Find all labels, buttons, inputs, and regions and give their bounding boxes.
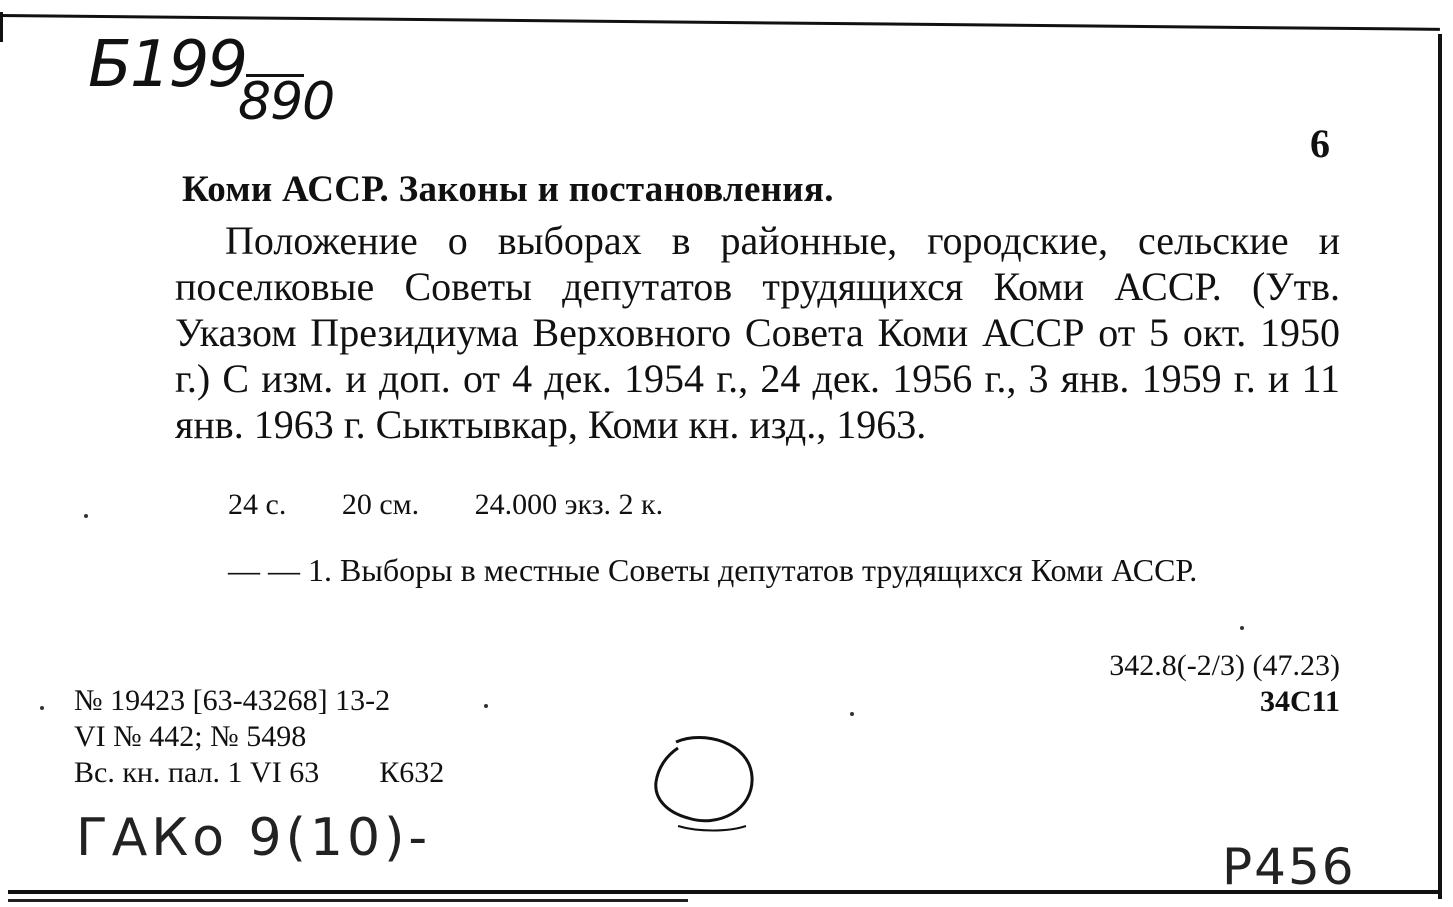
author-mark: 34С11: [1259, 685, 1340, 718]
card-border-right: [1438, 34, 1442, 899]
handwritten-archive-code: ГАКо 9(10)-: [76, 808, 432, 868]
classification-code: 342.8(-2/3) (47.23): [1109, 649, 1340, 682]
ink-speck: [484, 704, 488, 708]
collation-pages: 24 с.: [228, 488, 287, 521]
oval-stamp-mark: [648, 732, 754, 832]
registry-line-1: № 19423 [63-43268] 13-2: [74, 684, 391, 717]
registry-line-3: [74, 755, 444, 791]
card-border-bottom-shadow: [8, 899, 688, 902]
collation-edition: 24.000 экз. 2 к.: [474, 488, 664, 521]
registry-order: К632: [379, 756, 445, 789]
tracing-text: — — 1. Выборы в местные Советы депутатов трудящихся Коми АССР.: [228, 552, 1198, 588]
subject-tracing: [178, 552, 1340, 588]
handwritten-shelfmark: Б199: [88, 28, 247, 102]
registry-chamber: Вс. кн. пал. 1 VI 63: [74, 756, 320, 789]
ink-speck: [1240, 626, 1244, 630]
registry-block: [74, 683, 444, 791]
bibliographic-description: [175, 218, 1340, 448]
registry-line-2: VI № 442; № 5498: [74, 720, 307, 753]
collation-size: 20 см.: [341, 488, 420, 521]
ink-speck: [40, 706, 44, 710]
handwritten-shelfmark-sub: 890: [238, 72, 335, 132]
card-number: 6: [1310, 121, 1330, 166]
ink-speck: [84, 514, 88, 518]
description-text: Положение о выборах в районные, городские, сельские и поселковые Советы депутатов трудящихся Коми АССР. (Утв. Указом Президиума Верховного Совета Коми АССР от 5 окт. 1950 г.) С изм. и доп. от 4 дек. 1954 г., 24 дек. 1956 г., 3 янв. 1959 г. и 11 янв. 1963 г. Сыктывкар, Коми кн. изд., 1963.: [175, 218, 1340, 447]
classification-block: [1109, 648, 1340, 720]
ink-speck: [850, 712, 854, 716]
collation-line: [228, 488, 663, 522]
entry-heading: Коми АССР. Законы и постановления.: [182, 169, 834, 210]
handwritten-inventory-code: Р456: [1222, 838, 1356, 896]
